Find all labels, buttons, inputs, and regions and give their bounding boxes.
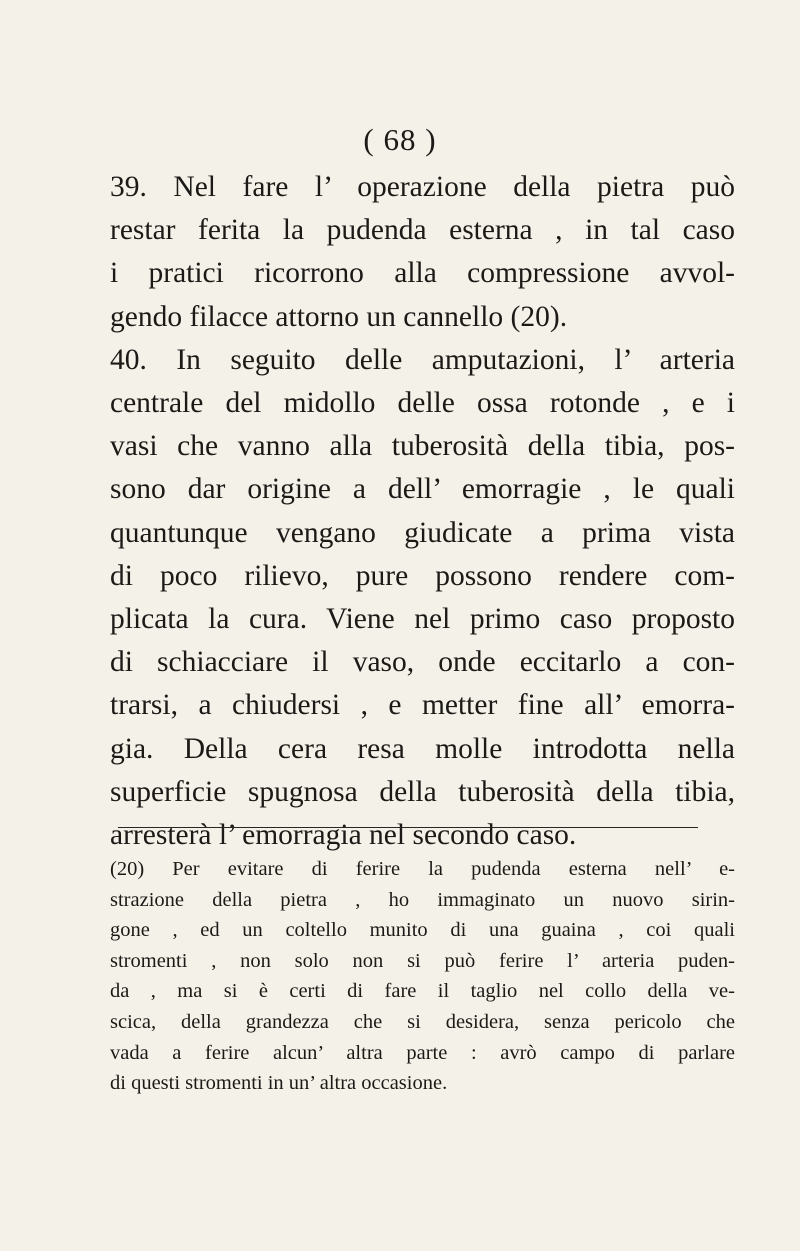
text-line: di schiacciare il vaso, onde eccitarlo a con- bbox=[110, 646, 735, 679]
text-line: 39. Nel fare l’ operazione della pietra può bbox=[110, 171, 735, 203]
text-line: 40. In seguito delle amputazioni, l’ arteria bbox=[110, 343, 735, 376]
text-line: quantunque vengano giudicate a prima vista bbox=[110, 516, 735, 549]
footnote-line: scica, della grandezza che si desidera, senza pericolo che bbox=[110, 1010, 735, 1033]
text-line: sono dar origine a dell’ emorragie , le quali bbox=[110, 473, 735, 506]
footnote-line: vada a ferire alcun’ altra parte : avrò campo di parlare bbox=[110, 1041, 735, 1064]
text-line: restar ferita la pudenda esterna , in tal caso bbox=[110, 214, 735, 247]
footnote-line: da , ma si è certi di fare il taglio nel collo della ve- bbox=[110, 980, 735, 1003]
text-line: plicata la cura. Viene nel primo caso proposto bbox=[110, 603, 735, 636]
text-line: gia. Della cera resa molle introdotta nella bbox=[110, 732, 735, 765]
footnote-line: (20) Per evitare di ferire la pudenda esterna nell’ e- bbox=[110, 858, 735, 880]
text-line: superficie spugnosa della tuberosità della tibia, bbox=[110, 775, 735, 808]
paragraph-40 bbox=[110, 339, 735, 857]
text-line: centrale del midollo delle ossa rotonde , e i bbox=[110, 387, 735, 420]
text-line: arresterà l’ emorragia nel secondo caso. bbox=[110, 819, 577, 852]
footnote-divider bbox=[118, 827, 698, 828]
paragraph-39 bbox=[110, 166, 735, 339]
text-line: di poco rilievo, pure possono rendere com- bbox=[110, 559, 735, 592]
text-line: gendo filacce attorno un cannello (20). bbox=[110, 300, 568, 333]
page-number: ( 68 ) bbox=[363, 122, 437, 157]
footnote-20 bbox=[110, 854, 735, 1099]
footnote-line: stromenti , non solo non si può ferire l’ arteria puden- bbox=[110, 949, 735, 972]
text-line: trarsi, a chiudersi , e metter fine all’ emorra- bbox=[110, 689, 735, 722]
footnote-line: gone , ed un coltello munito di una guaina , coi quali bbox=[110, 919, 735, 942]
main-text bbox=[110, 166, 735, 857]
text-line: vasi che vanno alla tuberosità della tibia, pos- bbox=[110, 430, 735, 463]
footnote-line: strazione della pietra , ho immaginato un nuovo sirin- bbox=[110, 888, 735, 911]
text-line: i pratici ricorrono alla compressione avvol- bbox=[110, 257, 735, 290]
footnote-line: di questi stromenti in un’ altra occasione. bbox=[110, 1072, 448, 1095]
